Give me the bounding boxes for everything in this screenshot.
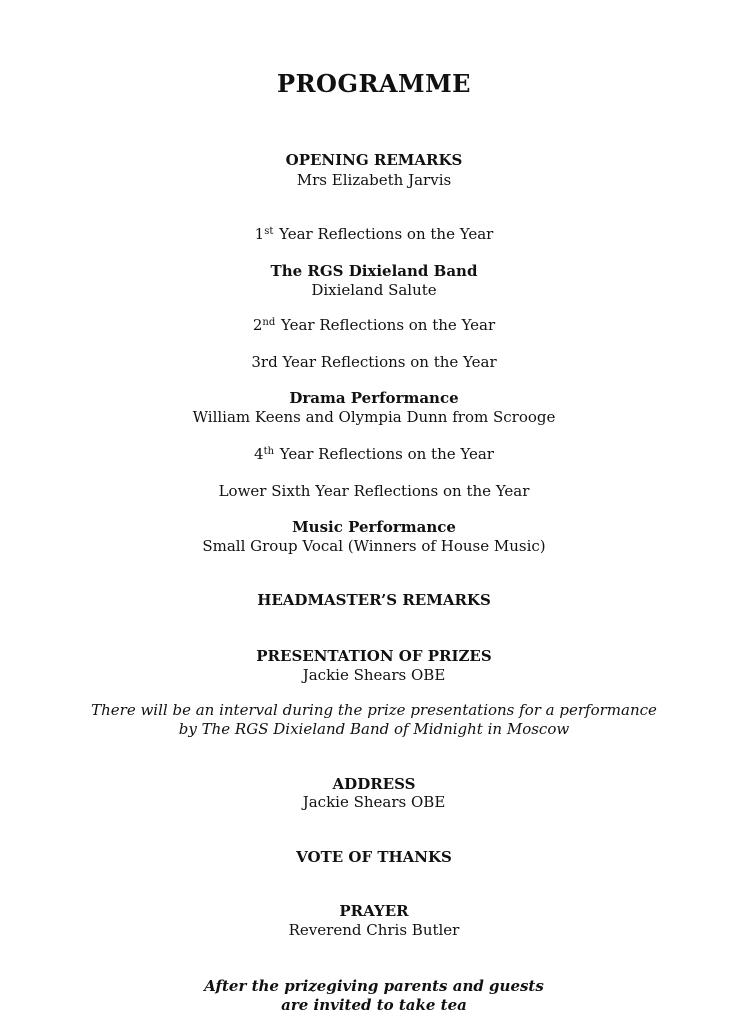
year1-text: Year Reflections on the Year	[274, 225, 494, 243]
prayer-speaker: Reverend Chris Butler	[288, 921, 460, 939]
prizes-note-line2: by The RGS Dixieland Band of Midnight in Moscow	[178, 720, 570, 738]
prizes-heading: PRESENTATION OF PRIZES	[256, 647, 492, 665]
year2-reflections	[0, 316, 748, 334]
address-heading: ADDRESS	[332, 775, 416, 793]
year4-reflections	[0, 445, 748, 463]
address-speaker: Jackie Shears OBE	[302, 793, 446, 811]
drama-heading: Drama Performance	[289, 389, 459, 407]
year1-reflections	[0, 225, 748, 243]
closing-note-line2: are invited to take tea	[281, 996, 467, 1014]
closing-note-line1: After the prizegiving parents and guests	[204, 977, 544, 995]
prayer-heading: PRAYER	[339, 902, 409, 920]
year4-text: Year Reflections on the Year	[275, 445, 494, 463]
page-title: PROGRAMME	[277, 69, 471, 98]
year2-ordinal: nd	[262, 317, 276, 328]
year4-ordinal: th	[263, 446, 275, 457]
drama-detail: William Keens and Olympia Dunn from Scrooge	[192, 408, 556, 426]
opening-remarks-speaker: Mrs Elizabeth Jarvis	[296, 171, 452, 189]
band-heading: The RGS Dixieland Band	[270, 262, 478, 280]
band-piece: Dixieland Salute	[311, 281, 437, 299]
vote-of-thanks-heading: VOTE OF THANKS	[296, 848, 452, 866]
year2-number: 2	[252, 316, 263, 334]
year4-number: 4	[254, 445, 264, 463]
year3-reflections: 3rd Year Reflections on the Year	[251, 353, 497, 371]
year2-text: Year Reflections on the Year	[276, 316, 496, 334]
year1-number: 1	[254, 225, 265, 243]
lower-sixth-reflections: Lower Sixth Year Reflections on the Year	[218, 482, 530, 500]
headmaster-heading: HEADMASTER’S REMARKS	[257, 591, 491, 609]
music-heading: Music Performance	[292, 518, 456, 536]
music-detail: Small Group Vocal (Winners of House Music)	[202, 537, 546, 555]
prizes-note-line1: There will be an interval during the prize presentations for a performance	[91, 701, 657, 719]
opening-remarks-heading: OPENING REMARKS	[285, 151, 463, 169]
year1-ordinal: st	[264, 226, 274, 237]
prizes-presenter: Jackie Shears OBE	[302, 666, 446, 684]
